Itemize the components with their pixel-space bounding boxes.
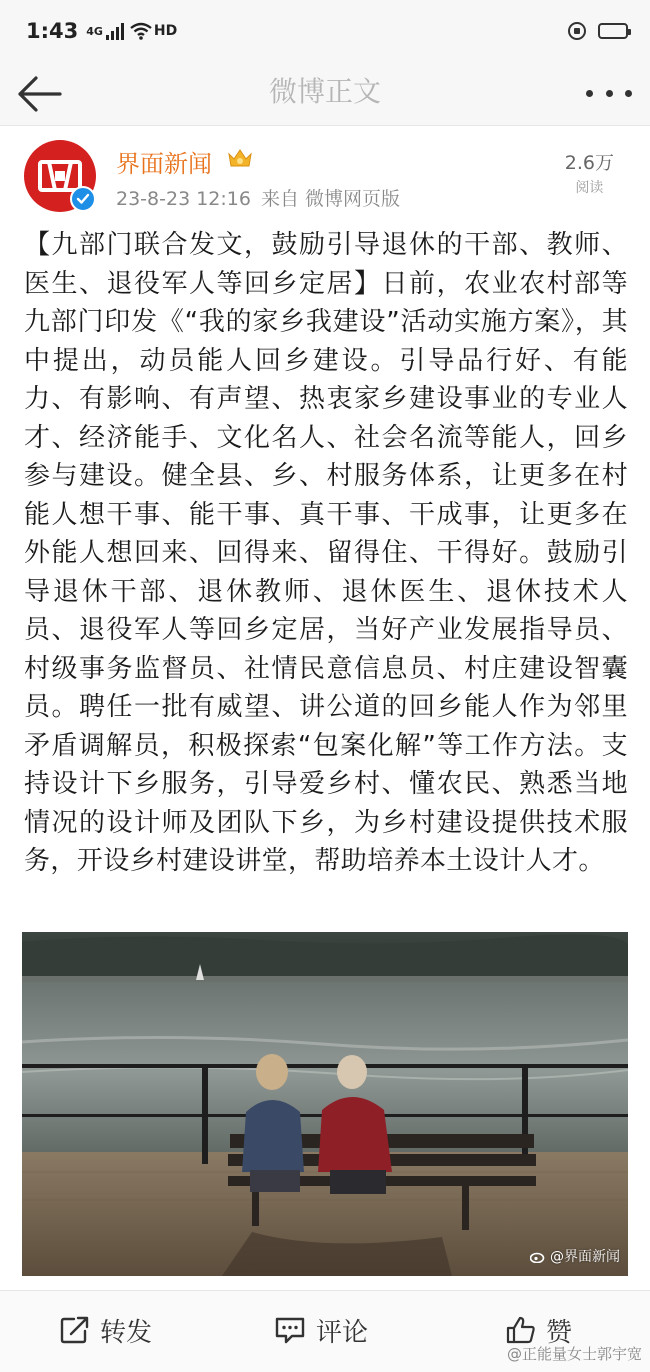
thumbs-up-icon: [506, 1316, 536, 1344]
read-count-label: 阅读: [575, 180, 604, 196]
comment-icon: [274, 1316, 306, 1344]
crown-badge-icon: [226, 146, 254, 170]
read-count: [565, 148, 614, 197]
status-bar: [0, 0, 650, 62]
post-meta: [116, 184, 400, 211]
weibo-logo-icon: [530, 1249, 546, 1263]
like-label: 赞: [546, 1317, 573, 1348]
image-watermark-text: @界面新闻: [550, 1249, 620, 1265]
post-source: 来自 微博网页版: [260, 188, 400, 210]
photo-elderly-couple-bench: [22, 932, 628, 1276]
repost-label: 转发: [100, 1317, 153, 1348]
wifi-icon: [130, 22, 152, 40]
signal-icon: [106, 22, 124, 40]
page-title: 微博正文: [268, 75, 381, 108]
nav-bar: [0, 62, 650, 126]
status-time: 1:43: [26, 19, 79, 43]
rotation-lock-icon: [568, 22, 586, 40]
author-header: [0, 126, 650, 226]
more-dots-icon[interactable]: [586, 76, 632, 110]
comment-label: 评论: [316, 1317, 369, 1348]
bottom-watermark: @正能量女士郭宇宽: [506, 1345, 642, 1363]
post-time: 23-8-23 12:16: [116, 188, 251, 210]
author-name[interactable]: 界面新闻: [116, 150, 212, 178]
battery-icon: [598, 23, 628, 39]
post-text: 【九部门联合发文，鼓励引导退休的干部、教师、医生、退役军人等回乡定居】日前，农业农村部等九部门印发《“我的家乡我建设”活动实施方案》，其中提出，动员能人回乡建设。引导品行好、有能力、有影响、有声望、热衷家乡建设事业的专业人才、经济能手、文化名人、社会名流等能人，回乡参与建设。健全县、乡、村服务体系，让更多在村能人想干事、能干事、真干事、干成事，让更多在外能人想回来、回得来、留得住、干得好。鼓励引导退休干部、退休教师、退休医生、退休技术人员、退役军人等回乡定居，当好产业发展指导员、村级事务监督员、社情民意信息员、村庄建设智囊员。聘任一批有威望、讲公道的回乡能人作为邻里矛盾调解员，积极探索“包案化解”等工作方法。支持设计下乡服务，引导爱乡村、懂农民、熟悉当地情况的设计师及团队下乡，为乡村建设提供技术服务，开设乡村建设讲堂，帮助培养本土设计人才。: [24, 230, 628, 876]
hd-indicator: HD: [153, 23, 178, 39]
read-count-value: 2.6万: [564, 152, 614, 174]
network-type: 4G: [86, 24, 103, 38]
action-bar: [0, 1290, 650, 1372]
share-icon: [60, 1316, 90, 1344]
verified-check-icon: [70, 186, 96, 212]
repost-button[interactable]: [60, 1291, 152, 1369]
image-watermark: [530, 1246, 620, 1266]
comment-button[interactable]: [274, 1291, 368, 1369]
post-image[interactable]: [22, 932, 628, 1276]
